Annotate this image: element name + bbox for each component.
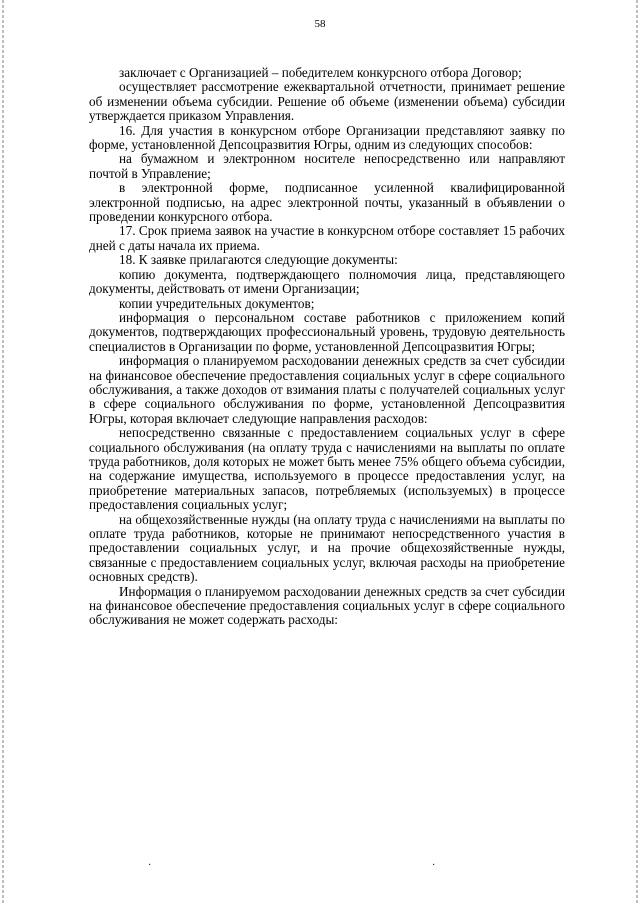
paragraph: осуществляет рассмотрение ежеквартальной отчетности, принимает решение об изменении объема субсидии. Решение об объеме (изменении объема) субсидии утверждается приказом Управления.	[89, 79, 565, 124]
paragraph: копию документа, подтверждающего полномочия лица, представляющего документы, действовать от имени Организации;	[89, 266, 565, 297]
paragraph: информация о персональном составе работников с приложением копий документов, подтверждающих профессиональный уровень, трудовую деятельность специалистов в Организации по форме, установленной Депсоцразвития Югры;	[89, 309, 565, 354]
paragraph: Информация о планируемом расходовании денежных средств за счет субсидии на финансовое обеспечение предоставления социальных услуг в сфере социального обслуживания не может содержать расходы:	[89, 583, 565, 628]
scan-right-edge	[636, 0, 638, 905]
paragraph: непосредственно связанные с предоставлением социальных услуг в сфере социального обслуживания (на оплату труда с начислениями на выплаты по оплате труда работников, доля которых не может быть менее 75% общего объема субсидии, на содержание имущества, используемого в процессе предоставления услуг, на приобретение материальных запасов, потребляемых (используемых) в процессе предоставления социальных услуг;	[89, 425, 565, 513]
document-body	[89, 66, 565, 628]
paragraph: информация о планируемом расходовании денежных средств за счет субсидии на финансовое обеспечение предоставления социальных услуг в сфере социального обслуживания, а также доходов от взимания платы с получателей социальных услуг в сфере социального обслуживания по форме, установленной Депсоцразвития Югры, которая включает следующие направления расходов:	[89, 353, 565, 426]
paragraph: заключает с Организацией – победителем конкурсного отбора Договор;	[119, 65, 522, 80]
paragraph: 17. Срок приема заявок на участие в конкурсном отборе составляет 15 рабочих дней с даты начала их приема.	[89, 223, 565, 253]
paragraph: копии учредительных документов;	[119, 295, 315, 311]
paragraph: в электронной форме, подписанное усиленной квалифицированной электронной подписью, на адрес электронной почты, указанный в объявлении о проведении конкурсного отбора.	[89, 180, 565, 225]
paragraph: на общехозяйственные нужды (на оплату труда с начислениями на выплаты по оплате труда работников, которые не принимают непосредственного участия в предоставлении социальных услуг, и на прочие общехозяйственные нужды, связанные с предоставлением социальных услуг, включая расходы на приобретение основных средств).	[89, 511, 565, 585]
scan-left-edge	[2, 0, 4, 905]
paragraph: 16. Для участия в конкурсном отборе Организации представляют заявку по форме, установленной Депсоцразвития Югры, одним из следующих способов:	[89, 122, 565, 153]
scan-speck: ·	[148, 860, 152, 871]
page-number: 58	[314, 18, 326, 30]
scan-speck: ·	[432, 860, 436, 871]
paragraph: 18. К заявке прилагаются следующие документы:	[119, 252, 398, 268]
paragraph: на бумажном и электронном носителе непосредственно или направляют почтой в Управление;	[89, 151, 565, 181]
